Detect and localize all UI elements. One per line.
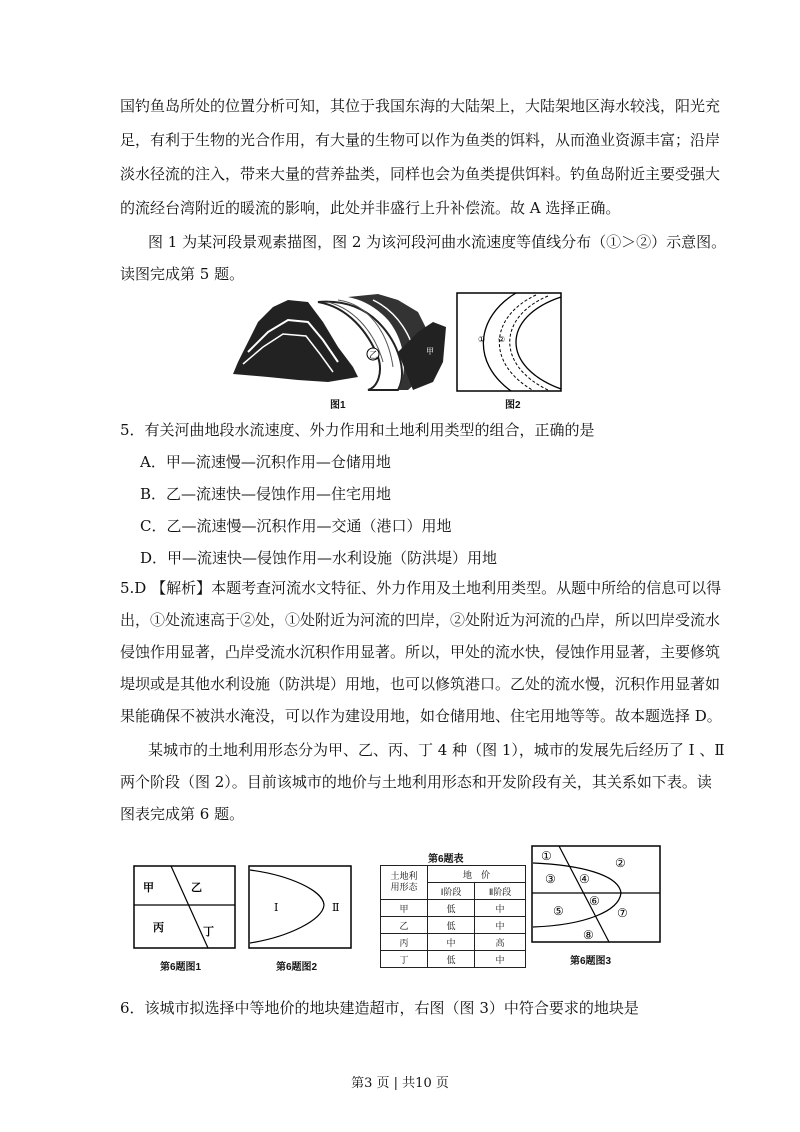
parcel-map <box>531 845 661 945</box>
header-stage-2: Ⅱ阶段 <box>475 883 526 900</box>
option-b: B．乙—流速快—侵蚀作用—住宅用地 <box>140 485 392 503</box>
answer-line: 侵蚀作用显著，凸岸受流水沉积作用显著。所以，甲处的流水快，侵蚀作用显著，主要修筑 <box>120 643 721 661</box>
cell: 丙 <box>381 934 428 951</box>
label-yi: 乙 <box>191 881 202 894</box>
figure-caption: 图2 <box>505 400 521 411</box>
header-stage-1: Ⅰ阶段 <box>428 883 475 900</box>
page-footer: 第3 页 | 共10 页 <box>351 1076 449 1091</box>
cell: 中 <box>475 900 526 917</box>
header-left-1: 土地利 <box>390 871 418 882</box>
cell: 低 <box>428 917 475 934</box>
river-landscape-sketch <box>228 292 453 394</box>
question-stem: 5．有关河曲地段水流速度、外力作用和土地利用类型的组合，正确的是 <box>120 421 595 439</box>
answer-line: 果能确保不被洪水淹没，可以作为建设用地，如仓储用地、住宅用地等等。故本题选择 D。 <box>120 707 722 725</box>
intro-line: 某城市的土地利用形态分为甲、乙、丙、丁 4 种（图 1），城市的发展先后经历了 Ⅰ 、Ⅱ <box>148 741 725 759</box>
paragraph-line: 图 1 为某河段景观素描图，图 2 为该河段河曲水流速度等值线分布（①＞②）示意图。 <box>148 233 727 251</box>
label-ding: 丁 <box>203 925 214 938</box>
question-stem: 6．该城市拟选择中等地价的地块建造超市，右图（图 3）中符合要求的地块是 <box>120 999 639 1017</box>
intro-line: 图表完成第 6 题。 <box>120 805 245 823</box>
intro-line: 两个阶段（图 2）。目前该城市的地价与土地利用形态和开发阶段有关，其关系如下表。读 <box>120 773 712 791</box>
option-c: C．乙—流速慢—沉积作用—交通（港口）用地 <box>140 517 452 535</box>
label-jia: 甲 <box>426 347 434 356</box>
paragraph-line: 淡水径流的注入，带来大量的营养盐类，同样也会为鱼类提供饵料。钓鱼岛附近主要受强大 <box>120 165 721 183</box>
cell: 低 <box>428 951 475 968</box>
answer-line: 出，①处流速高于②处，①处附近为河流的凹岸，②处附近为河流的凸岸，所以凹岸受流水 <box>120 611 721 629</box>
header-left-2: 用形态 <box>390 882 418 893</box>
cell: 低 <box>428 900 475 917</box>
cell: 中 <box>428 934 475 951</box>
answer-line: 5.D 【解析】本题考查河流水文特征、外力作用及土地利用类型。从题中所给的信息可以得 <box>120 579 722 597</box>
table-row <box>381 951 526 968</box>
parcel-3: ③ <box>545 872 556 886</box>
parcel-2: ② <box>615 856 626 870</box>
cell: 乙 <box>381 917 428 934</box>
velocity-isoline-diagram <box>456 292 562 392</box>
figure-caption: 第6题图2 <box>276 962 318 973</box>
table-row <box>381 900 526 917</box>
label-jia: 甲 <box>143 881 154 894</box>
land-use-diagram <box>133 865 236 949</box>
table-title: 第6题表 <box>428 854 464 865</box>
parcel-6: ⑥ <box>589 894 600 908</box>
paragraph-line: 读图完成第 5 题。 <box>120 265 245 283</box>
land-price-table <box>380 865 526 968</box>
paragraph-line: 国钓鱼岛所处的位置分析可知，其位于我国东海的大陆架上，大陆架地区海水较浅，阳光充 <box>120 97 721 115</box>
table-row <box>381 934 526 951</box>
figure-caption: 图1 <box>330 400 346 411</box>
figure-caption: 第6题图1 <box>160 962 202 973</box>
label-1: ① <box>478 335 486 344</box>
figure-caption: 第6题图3 <box>570 956 612 967</box>
label-bing: 丙 <box>153 921 164 934</box>
cell: 甲 <box>381 900 428 917</box>
header-price: 地 价 <box>428 866 526 883</box>
option-d: D．甲—流速快—侵蚀作用—水利设施（防洪堤）用地 <box>140 549 498 567</box>
parcel-7: ⑦ <box>617 906 628 920</box>
parcel-1: ① <box>541 849 552 863</box>
label-yi: 乙 <box>369 351 379 361</box>
cell: 中 <box>475 951 526 968</box>
table-row <box>381 917 526 934</box>
cell: 高 <box>475 934 526 951</box>
answer-line: 堤坝或是其他水利设施（防洪堤）用地，也可以修筑港口。乙处的流水慢，沉积作用显著如 <box>120 675 721 693</box>
development-stage-diagram <box>248 865 352 949</box>
option-a: A．甲—流速慢—沉积作用—仓储用地 <box>140 453 391 471</box>
paragraph-line: 的流经台湾附近的暖流的影响，此处并非盛行上升补偿流。故 A 选择正确。 <box>120 199 621 217</box>
parcel-5: ⑤ <box>553 904 564 918</box>
label-2: ② <box>498 335 506 344</box>
paragraph-line: 足，有利于生物的光合作用，有大量的生物可以作为鱼类的饵料，从而渔业资源丰富；沿岸 <box>120 131 721 149</box>
label-stage-2: Ⅱ <box>332 901 340 914</box>
parcel-4: ④ <box>579 872 590 886</box>
cell: 中 <box>475 917 526 934</box>
cell: 丁 <box>381 951 428 968</box>
label-stage-1: Ⅰ <box>274 901 279 914</box>
parcel-8: ⑧ <box>583 928 594 942</box>
